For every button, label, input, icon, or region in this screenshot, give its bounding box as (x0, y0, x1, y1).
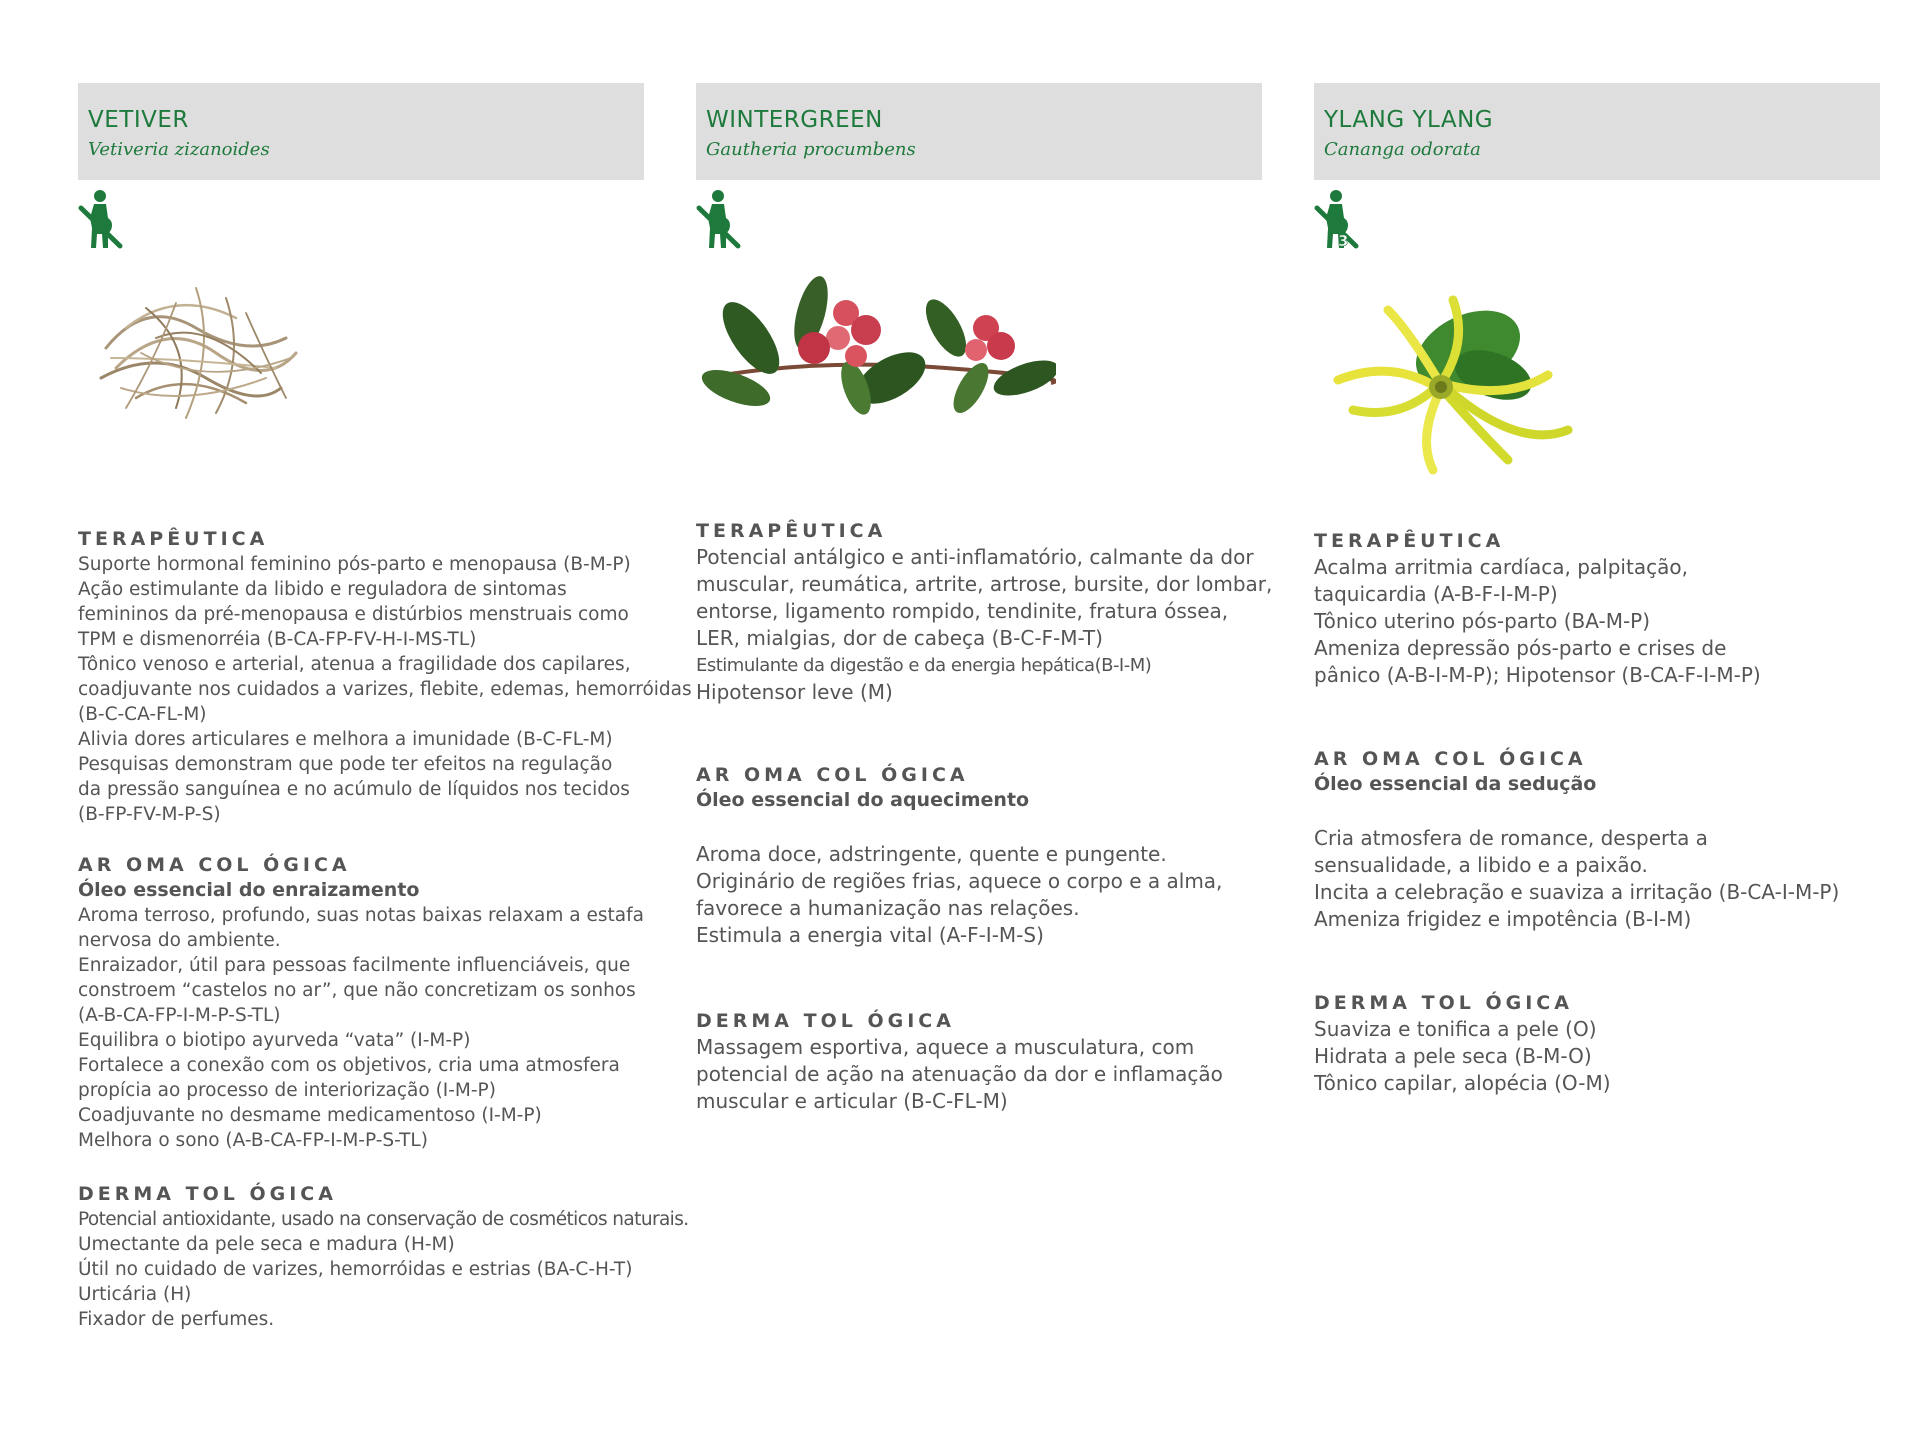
text-line: coadjuvante nos cuidados a varizes, flebite, edemas, hemorróidas (78, 679, 692, 700)
ylang-ylang-flower-image (1318, 280, 1588, 480)
text-line: LER, mialgias, dor de cabeça (B-C-F-M-T) (696, 626, 1103, 650)
text-line: Ameniza frigidez e impotência (B-I-M) (1314, 907, 1692, 931)
text-line: Tônico capilar, alopécia (O-M) (1314, 1071, 1611, 1095)
oil-header (696, 83, 1262, 180)
section-title: TERAPÊUTICA (1314, 530, 1505, 552)
section-terapeutica (78, 526, 692, 827)
text-line: Tônico venoso e arterial, atenua a fragilidade dos capilares, (78, 654, 631, 675)
text-line: Útil no cuidado de varizes, hemorróidas e estrias (BA-C-H-T) (78, 1259, 633, 1280)
section-aromacologica (78, 852, 644, 1153)
text-line: Potencial antálgico e anti-inflamatório, calmante da dor (696, 545, 1254, 569)
text-line: Originário de regiões frias, aquece o corpo e a alma, (696, 869, 1223, 893)
oil-card-wintergreen (696, 0, 1273, 1440)
text-line: Suaviza e tonifica a pele (O) (1314, 1017, 1597, 1041)
section-title: AR OMA COL ÓGICA (696, 764, 969, 786)
text-line: sensualidade, a libido e a paixão. (1314, 853, 1648, 877)
section-dermatologica (1314, 990, 1880, 1097)
section-subtitle: Óleo essencial do aquecimento (696, 789, 1030, 811)
text-line: Suporte hormonal feminino pós-parto e menopausa (B-M-P) (78, 554, 631, 575)
text-line: Urticária (H) (78, 1284, 192, 1305)
oil-latin-name: Cananga odorata (1324, 139, 1481, 160)
section-dermatologica (696, 1008, 1262, 1115)
section-title: DERMA TOL ÓGICA (78, 1183, 337, 1205)
text-line: (A-B-CA-FP-I-M-P-S-TL) (78, 1005, 281, 1026)
text-line: Estimula a energia vital (A-F-I-M-S) (696, 923, 1044, 947)
text-line: Pesquisas demonstram que pode ter efeitos na regulação (78, 754, 613, 775)
text-line: Hidrata a pele seca (B-M-O) (1314, 1044, 1592, 1068)
text-line: Cria atmosfera de romance, desperta a (1314, 826, 1708, 850)
section-title: TERAPÊUTICA (696, 520, 887, 542)
text-line: Ameniza depressão pós-parto e crises de (1314, 636, 1727, 660)
text-line: taquicardia (A-B-F-I-M-P) (1314, 582, 1558, 606)
text-line: favorece a humanização nas relações. (696, 896, 1080, 920)
oil-name: WINTERGREEN (706, 107, 883, 133)
text-line: Tônico uterino pós-parto (BA-M-P) (1314, 609, 1651, 633)
section-subtitle: Óleo essencial da sedução (1314, 773, 1597, 795)
trimester-badge: 3 (1338, 232, 1349, 250)
text-line: Potencial antioxidante, usado na conservação de cosméticos naturais. (78, 1209, 689, 1230)
vetiver-roots-image (86, 258, 306, 433)
oil-name: YLANG YLANG (1324, 107, 1494, 133)
section-title: TERAPÊUTICA (78, 528, 269, 550)
text-line: femininos da pré-menopausa e distúrbios menstruais como (78, 604, 629, 625)
text-line: potencial de ação na atenuação da dor e inflamação (696, 1062, 1223, 1086)
text-line: (B-FP-FV-M-P-S) (78, 804, 221, 825)
text-line: constroem “castelos no ar”, que não concretizam os sonhos (78, 980, 636, 1001)
section-title: AR OMA COL ÓGICA (78, 854, 351, 876)
oil-header (78, 83, 644, 180)
text-line: Acalma arritmia cardíaca, palpitação, (1314, 555, 1688, 579)
wintergreen-berries-image (696, 268, 1056, 428)
text-line: Alivia dores articulares e melhora a imunidade (B-C-FL-M) (78, 729, 613, 750)
text-line: TPM e dismenorréia (B-CA-FP-FV-H-I-MS-TL) (78, 629, 477, 650)
oil-header (1314, 83, 1880, 180)
text-line: Melhora o sono (A-B-CA-FP-I-M-P-S-TL) (78, 1130, 428, 1151)
text-line: muscular e articular (B-C-FL-M) (696, 1089, 1008, 1113)
text-line: Fortalece a conexão com os objetivos, cria uma atmosfera (78, 1055, 620, 1076)
text-line: Estimulante da digestão e da energia hepática(B-I-M) (696, 655, 1152, 676)
text-line: Massagem esportiva, aquece a musculatura, com (696, 1035, 1195, 1059)
text-line: da pressão sanguínea e no acúmulo de líquidos nos tecidos (78, 779, 630, 800)
text-line: Incita a celebração e suaviza a irritação (B-CA-I-M-P) (1314, 880, 1840, 904)
text-line: (B-C-CA-FL-M) (78, 704, 207, 725)
oil-card-vetiver (78, 0, 692, 1440)
text-line: pânico (A-B-I-M-P); Hipotensor (B-CA-F-I-M-P) (1314, 663, 1761, 687)
text-line: Hipotensor leve (M) (696, 680, 893, 704)
text-line: Aroma terroso, profundo, suas notas baixas relaxam a estafa (78, 905, 644, 926)
oil-latin-name: Vetiveria zizanoides (88, 139, 270, 160)
no-pregnancy-icon (696, 188, 742, 250)
text-line: muscular, reumática, artrite, artrose, bursite, dor lombar, (696, 572, 1273, 596)
text-line: Fixador de perfumes. (78, 1309, 275, 1330)
text-line: Umectante da pele seca e madura (H-M) (78, 1234, 455, 1255)
text-line: Equilibra o biotipo ayurveda “vata” (I-M-P) (78, 1030, 471, 1051)
text-line: Ação estimulante da libido e reguladora de sintomas (78, 579, 567, 600)
no-pregnancy-first-trimester-icon (1314, 188, 1360, 250)
section-aromacologica (1314, 746, 1880, 933)
section-title: AR OMA COL ÓGICA (1314, 748, 1587, 770)
text-line: entorse, ligamento rompido, tendinite, fratura óssea, (696, 599, 1229, 623)
oil-name: VETIVER (88, 107, 189, 133)
section-terapeutica (1314, 528, 1880, 689)
section-terapeutica (696, 518, 1273, 706)
section-title: DERMA TOL ÓGICA (696, 1010, 955, 1032)
section-dermatologica (78, 1181, 689, 1332)
no-pregnancy-icon (78, 188, 124, 250)
section-subtitle: Óleo essencial do enraizamento (78, 879, 420, 901)
section-title: DERMA TOL ÓGICA (1314, 992, 1573, 1014)
text-line: nervosa do ambiente. (78, 930, 281, 951)
text-line: Coadjuvante no desmame medicamentoso (I-M-P) (78, 1105, 542, 1126)
oil-card-ylang-ylang (1314, 0, 1880, 1440)
text-line: propícia ao processo de interiorização (I-M-P) (78, 1080, 496, 1101)
text-line: Enraizador, útil para pessoas facilmente influenciáveis, que (78, 955, 631, 976)
section-aromacologica (696, 762, 1262, 949)
oil-latin-name: Gautheria procumbens (706, 139, 916, 160)
text-line: Aroma doce, adstringente, quente e pungente. (696, 842, 1167, 866)
